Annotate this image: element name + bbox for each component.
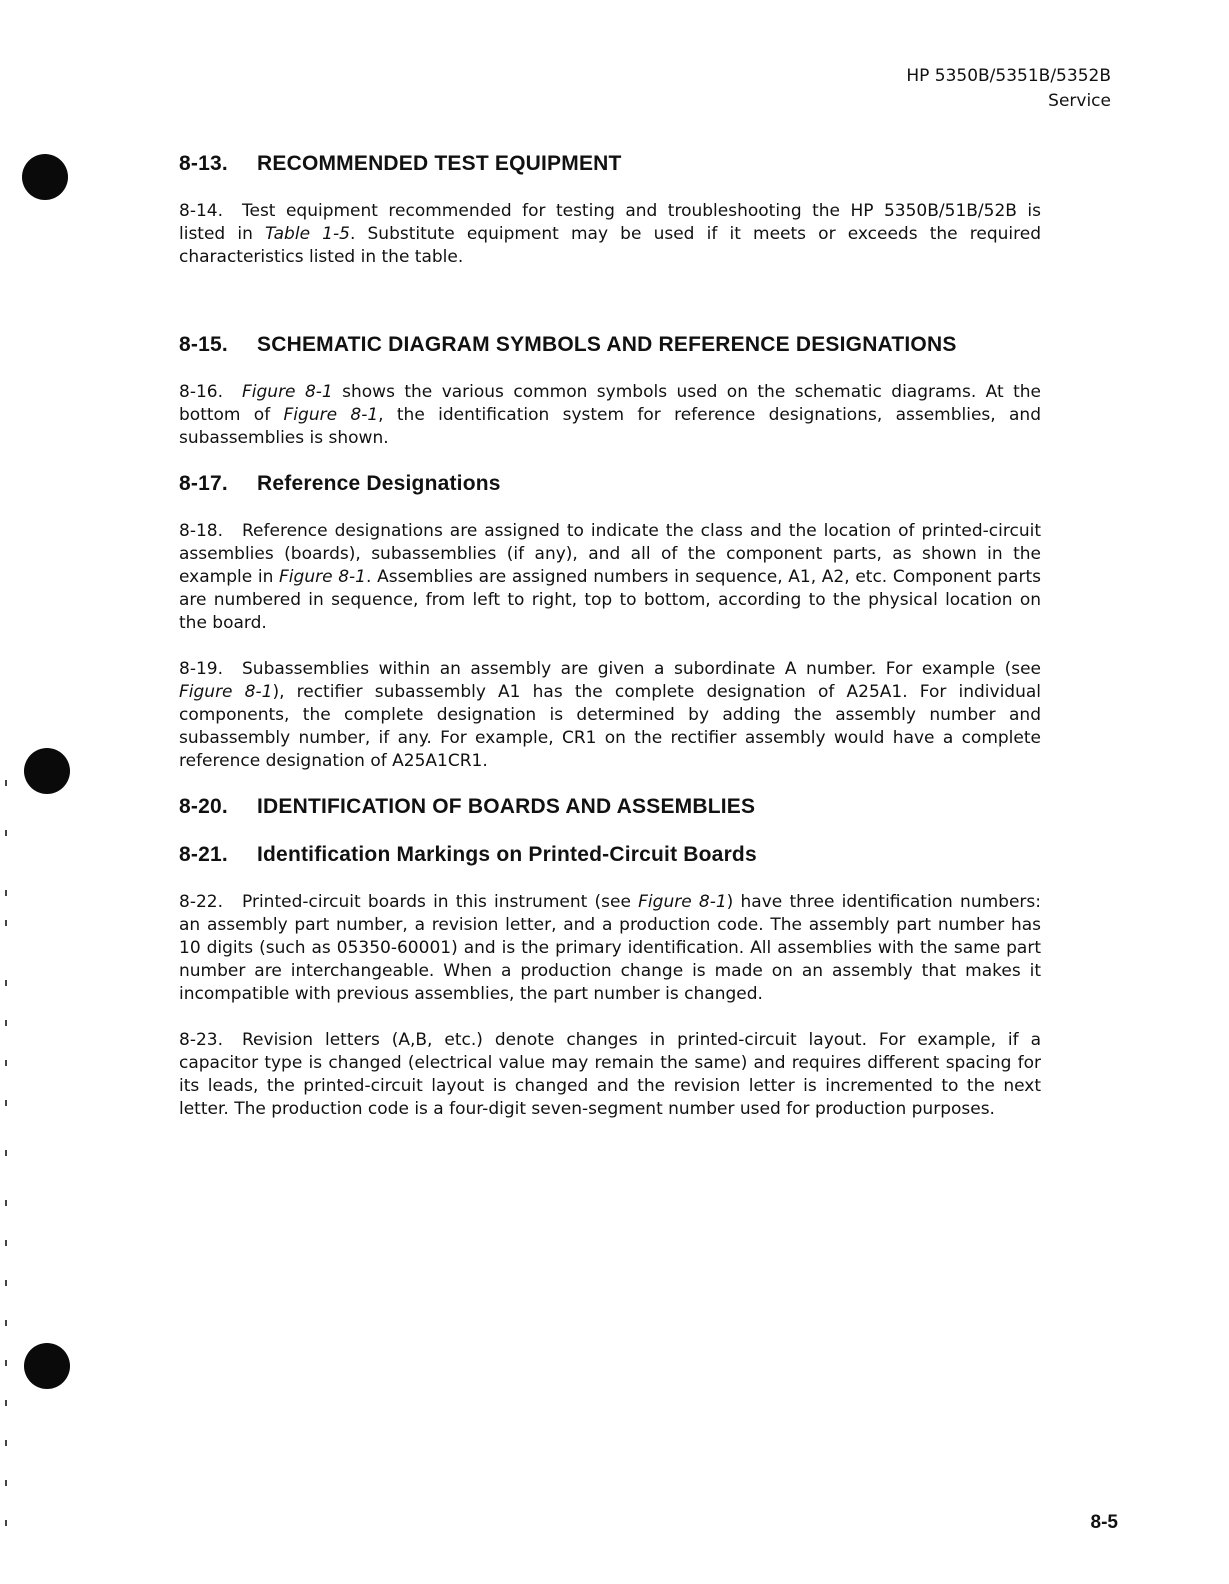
paragraph-number: 8-19. [179, 659, 223, 679]
margin-scan-marks [5, 740, 9, 1560]
paragraph-8-18: 8-18. Reference designations are assigned to indicate the class and the location of printed-circuit assemblies (boards), subassemblies (if any), and all of the component parts, as shown in the example in Figure 8-1. Assemblies are assigned numbers in sequence, A1, A2, etc. Component parts are numbered in sequence, from left to right, top to bottom, according to the physical location on the board. [179, 521, 1041, 633]
heading-title: IDENTIFICATION OF BOARDS AND ASSEMBLIES [257, 795, 756, 818]
paragraph-number: 8-18. [179, 521, 223, 541]
heading-8-15 [179, 331, 1041, 359]
heading-title: Reference Designations [257, 472, 501, 495]
heading-number: 8-21. [179, 843, 228, 866]
heading-8-20 [179, 793, 1041, 821]
figure-reference: Figure 8-1 [638, 892, 727, 912]
heading-title: SCHEMATIC DIAGRAM SYMBOLS AND REFERENCE DESIGNATIONS [257, 333, 957, 356]
paragraph-number: 8-16. [179, 382, 223, 402]
punch-hole-top [22, 154, 68, 200]
figure-reference: Figure 8-1 [179, 682, 273, 702]
paragraph-8-19: 8-19. Subassemblies within an assembly are given a subordinate A number. For example (see Figure 8-1), rectifier subassembly A1 has the complete designation of A25A1. For individual components, the complete designation is determined by adding the assembly number and subassembly number, if any. For example, CR1 on the rectifier assembly would have a complete reference designation of A25A1CR1. [179, 659, 1042, 771]
heading-number: 8-13. [179, 152, 228, 175]
figure-reference: Figure 8-1 [283, 405, 379, 425]
paragraph-number: 8-14. [179, 201, 223, 221]
table-reference: Table 1-5 [265, 224, 350, 244]
paragraph-8-14: 8-14. Test equipment recommended for testing and troubleshooting the HP 5350B/51B/52B is listed in Table 1-5. Substitute equipment may be used if it meets or exceeds the required characteristics listed in the table. [179, 201, 1041, 267]
paragraph-8-23: 8-23. Revision letters (A,B, etc.) denote changes in printed-circuit layout. For example, if a capacitor type is changed (electrical value may remain the same) and requires different spacing for its leads, the printed-circuit layout is changed and the revision letter is incremented to the next letter. The production code is a four-digit seven-segment number used for production purposes. [179, 1030, 1041, 1119]
heading-8-21 [179, 841, 1041, 869]
page-number: 8-5 [1090, 1512, 1118, 1533]
paragraph-8-16: 8-16. Figure 8-1 shows the various common symbols used on the schematic diagrams. At the bottom of Figure 8-1, the identification system for reference designations, assemblies, and subassemblies is shown. [179, 382, 1041, 448]
header-section: Service [1048, 91, 1111, 111]
punch-hole-middle [24, 748, 70, 794]
heading-number: 8-20. [179, 795, 228, 818]
paragraph-number: 8-22. [179, 892, 223, 912]
heading-title: RECOMMENDED TEST EQUIPMENT [257, 152, 622, 175]
punch-hole-bottom [24, 1343, 70, 1389]
figure-reference: Figure 8-1 [242, 382, 333, 402]
page-body [179, 150, 1041, 1121]
heading-8-17 [179, 470, 1041, 498]
running-header [906, 64, 1111, 114]
heading-8-13 [179, 150, 1041, 178]
figure-reference: Figure 8-1 [279, 567, 366, 587]
heading-number: 8-17. [179, 472, 228, 495]
header-model: HP 5350B/5351B/5352B [906, 66, 1111, 86]
paragraph-8-22: 8-22. Printed-circuit boards in this instrument (see Figure 8-1) have three identification numbers: an assembly part number, a revision letter, and a production code. The assembly part number has 10 digits (such as 05350-60001) and is the primary identification. All assemblies with the same part number are interchangeable. When a production change is made on an assembly that makes it incompatible with previous assemblies, the part number is changed. [179, 892, 1041, 1004]
heading-number: 8-15. [179, 333, 228, 356]
heading-title: Identification Markings on Printed-Circuit Boards [257, 843, 757, 866]
paragraph-number: 8-23. [179, 1030, 223, 1050]
